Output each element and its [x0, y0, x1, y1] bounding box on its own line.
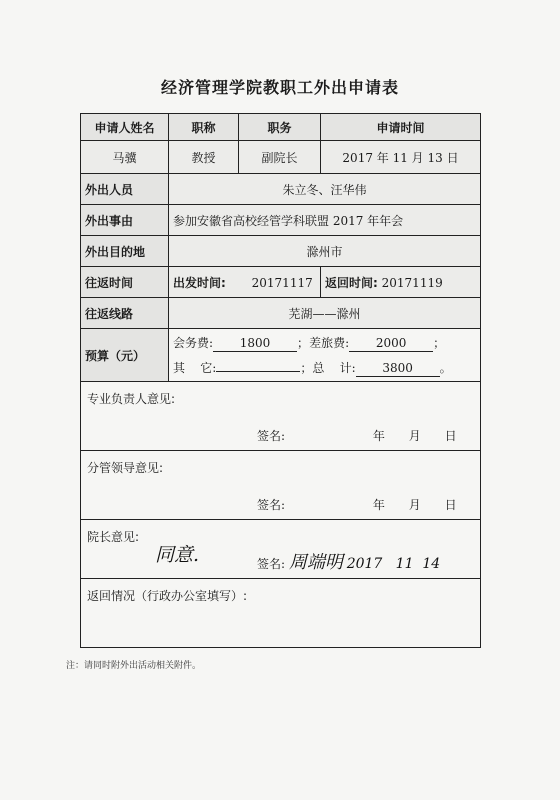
budget-line-1: [173, 331, 476, 355]
header-position: 职务: [239, 114, 321, 141]
budget-label: 预算（元）: [81, 329, 169, 382]
major-month: 月: [408, 429, 421, 443]
major-opinion-label: 专业负责人意见:: [87, 392, 176, 406]
leader-month: 月: [408, 498, 421, 512]
budget-row: [81, 329, 481, 382]
personnel-row: [81, 174, 481, 205]
dean-handwritten-approval: 同意.: [155, 544, 200, 566]
budget-line-2: [173, 355, 476, 380]
total-label: 总 计:: [312, 360, 356, 375]
footnote: 注：请同时附外出活动相关附件。: [66, 661, 202, 671]
time-label: 往返时间: [81, 267, 169, 298]
sep-3: ；: [300, 360, 313, 375]
application-form: [80, 113, 481, 648]
major-sign-line: [257, 427, 457, 444]
depart-cell: [169, 267, 321, 298]
budget-cell: [169, 329, 481, 382]
dean-sign-date: 2017 11 14: [346, 556, 441, 572]
leader-day: 日: [444, 498, 457, 512]
sep-1: ；: [297, 335, 310, 350]
other-label: 其 它:: [173, 360, 217, 375]
return-status-cell: [81, 579, 481, 648]
travel-value: 2000: [349, 335, 433, 352]
page-title: 经济管理学院教职工外出申请表: [160, 78, 399, 97]
major-day: 日: [444, 429, 457, 443]
applicant-name: 马骥: [81, 141, 169, 174]
personnel-label: 外出人员: [81, 174, 169, 205]
leader-sign-line: [257, 496, 457, 513]
conf-label: 会务费:: [173, 335, 214, 350]
depart-label: 出发时间:: [173, 275, 226, 290]
route-row: [81, 298, 481, 329]
header-name: 申请人姓名: [81, 114, 169, 141]
return-label: 返回时间:: [325, 275, 378, 290]
return-status-label: 返回情况（行政办公室填写）:: [87, 589, 248, 603]
leader-opinion-row: [81, 451, 481, 520]
dean-signature: 周端明: [288, 552, 343, 573]
route-label: 往返线路: [81, 298, 169, 329]
purpose-label: 外出事由: [81, 205, 169, 236]
major-year: 年: [372, 429, 385, 443]
header-date: 申请时间: [321, 114, 481, 141]
depart-value: 20171117: [251, 275, 313, 290]
applicant-date: 2017 年 11 月 13 日: [321, 141, 481, 174]
applicant-title: 教授: [169, 141, 239, 174]
destination-value: 滁州市: [169, 236, 481, 267]
purpose-row: [81, 205, 481, 236]
conf-value: 1800: [213, 335, 297, 352]
return-cell: [321, 267, 481, 298]
sep-2: ；: [433, 335, 446, 350]
time-row: [81, 267, 481, 298]
travel-label: 差旅费:: [309, 335, 350, 350]
header-row: [81, 114, 481, 141]
major-opinion-cell: [81, 382, 481, 451]
header-title: 职称: [169, 114, 239, 141]
destination-label: 外出目的地: [81, 236, 169, 267]
dean-opinion-label: 院长意见:: [87, 530, 140, 544]
other-value: [216, 355, 300, 372]
leader-year: 年: [372, 498, 385, 512]
dean-sign-label: 签名:: [257, 557, 286, 571]
applicant-row: [81, 141, 481, 174]
dean-opinion-row: [81, 520, 481, 579]
major-sign-label: 签名:: [257, 429, 286, 443]
personnel-value: 朱立冬、汪华伟: [169, 174, 481, 205]
leader-opinion-cell: [81, 451, 481, 520]
major-opinion-row: [81, 382, 481, 451]
route-value: 芜湖——滁州: [169, 298, 481, 329]
return-value: 20171119: [381, 275, 443, 290]
end-mark: 。: [439, 360, 452, 375]
leader-sign-label: 签名:: [257, 498, 286, 512]
applicant-position: 副院长: [239, 141, 321, 174]
leader-opinion-label: 分管领导意见:: [87, 461, 164, 475]
return-status-row: [81, 579, 481, 648]
purpose-value: 参加安徽省高校经管学科联盟 2017 年年会: [169, 205, 481, 236]
destination-row: [81, 236, 481, 267]
dean-sign-line: [257, 548, 440, 574]
dean-opinion-cell: [81, 520, 481, 579]
total-value: 3800: [356, 360, 440, 377]
